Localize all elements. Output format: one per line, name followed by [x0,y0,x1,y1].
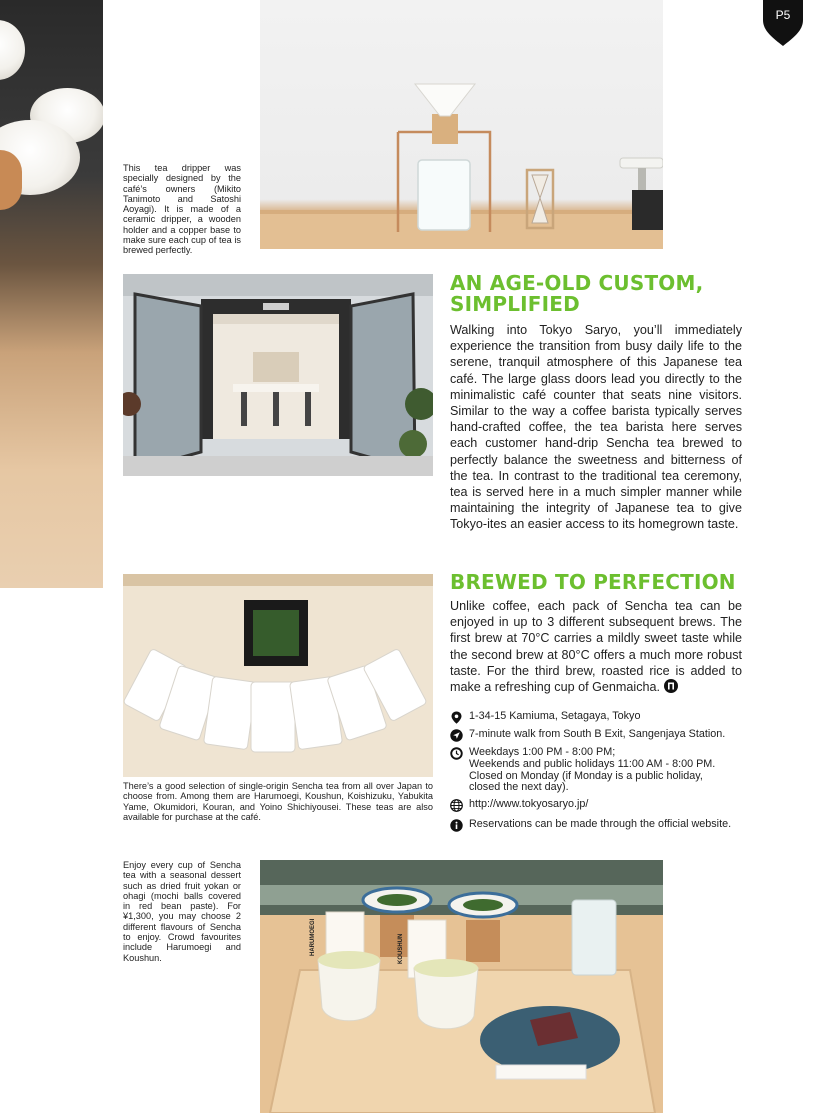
info-reservations: Reservations can be made through the official website. [469,818,732,830]
info-hours-line-1: Weekdays 1:00 PM - 8:00 PM; [469,746,616,758]
tea-packs-caption: There’s a good selection of single-origin Sencha tea from all over Japan to choose from. Among them are Harumoegi, Koushun, Koishizuku, Yabukita Yame, Okumidori, Kouran, and Yoino Shichiyousei. These teas are also available for purchase at the café. [123,781,433,822]
info-address: 1-34-15 Kamiuma, Setagaya, Tokyo [469,710,641,722]
info-reservations-row [450,819,770,833]
info-icon [450,819,463,832]
info-hours-line-3: Closed on Monday (if Monday is a public holiday, [469,769,703,782]
info-directions-row [450,729,770,743]
info-hours [469,747,769,794]
tea-packs-photo [123,574,433,777]
info-directions: 7-minute walk from South B Exit, Sangenjaya Station. [469,728,726,740]
page-number: P5 [775,8,791,22]
badge-shape-icon [763,0,803,46]
section-body-custom: Walking into Tokyo Saryo, you’ll immediately experience the transition from busy daily life to the serene, tranquil atmosphere of this Japanese tea café. The large glass doors lead you directly to the minimalistic café counter that seats nine visitors. Similar to the way a coffee barista typically serves hand-crafted coffee, the tea barista here serves each customer hand-drip Sencha tea brewed to perfectly balance the sweetness and bitterness of the tea. In contrast to the traditional tea ceremony, tea is served here in a much simpler manner while maintaining the integrity of Japanese tea to give Tokyo-ites an easier access to its homegrown taste. [450,323,742,532]
globe-icon [450,799,463,812]
dripper-caption: This tea dripper was specially designed by the café’s owners (Mikito Tanimoto and Satoshi Aoyagi). It is made of a ceramic dripper, a wooden holder and a copper base to make sure each cup of tea is brewed perfectly. [123,163,241,256]
location-pin-icon [450,711,463,724]
section-body-brewed-text: Unlike coffee, each pack of Sencha tea can be enjoyed in up to 3 different subsequent brews. The first brew at 70°C carries a mildly sweet taste while the second brew at 80°C offers a much more robust taste. For the third brew, roasted rice is added to make a refreshing cup of Genmaicha. [450,599,742,695]
info-address-row [450,711,770,725]
info-hours-line-4: closed the next day). [469,781,569,794]
section-body-brewed [450,598,742,695]
navigation-arrow-icon [450,729,463,742]
info-website-link[interactable]: http://www.tokyosaryo.jp/ [469,798,589,810]
dessert-caption: Enjoy every cup of Sencha tea with a seasonal dessert such as dried fruit yokan or ohagi (mochi balls covered in red bean paste). For ¥1,300, you may choose 2 different flavours of Sencha to enjoy. Crowd favourites include Harumoegi and Koushun. [123,860,241,963]
info-hours-row [450,747,770,797]
page-number-badge [763,0,803,46]
info-hours-line-2: Weekends and public holidays 11:00 AM - 8:00 PM. [469,757,716,770]
info-website-row [450,799,770,813]
left-strip-photo [0,0,103,588]
tea-dripper-photo [260,0,663,249]
pack-label-koushun: KOUSHUN [398,933,404,964]
dessert-set-photo [260,860,663,1113]
section-heading-custom: AN AGE-OLD CUSTOM, SIMPLIFIED [450,271,704,316]
clock-icon [450,747,463,760]
end-mark-icon [664,679,678,693]
storefront-photo [123,274,433,476]
pack-label-harumoegi: HARUMOEGI [310,918,316,956]
section-heading-brewed: BREWED TO PERFECTION [450,570,736,594]
